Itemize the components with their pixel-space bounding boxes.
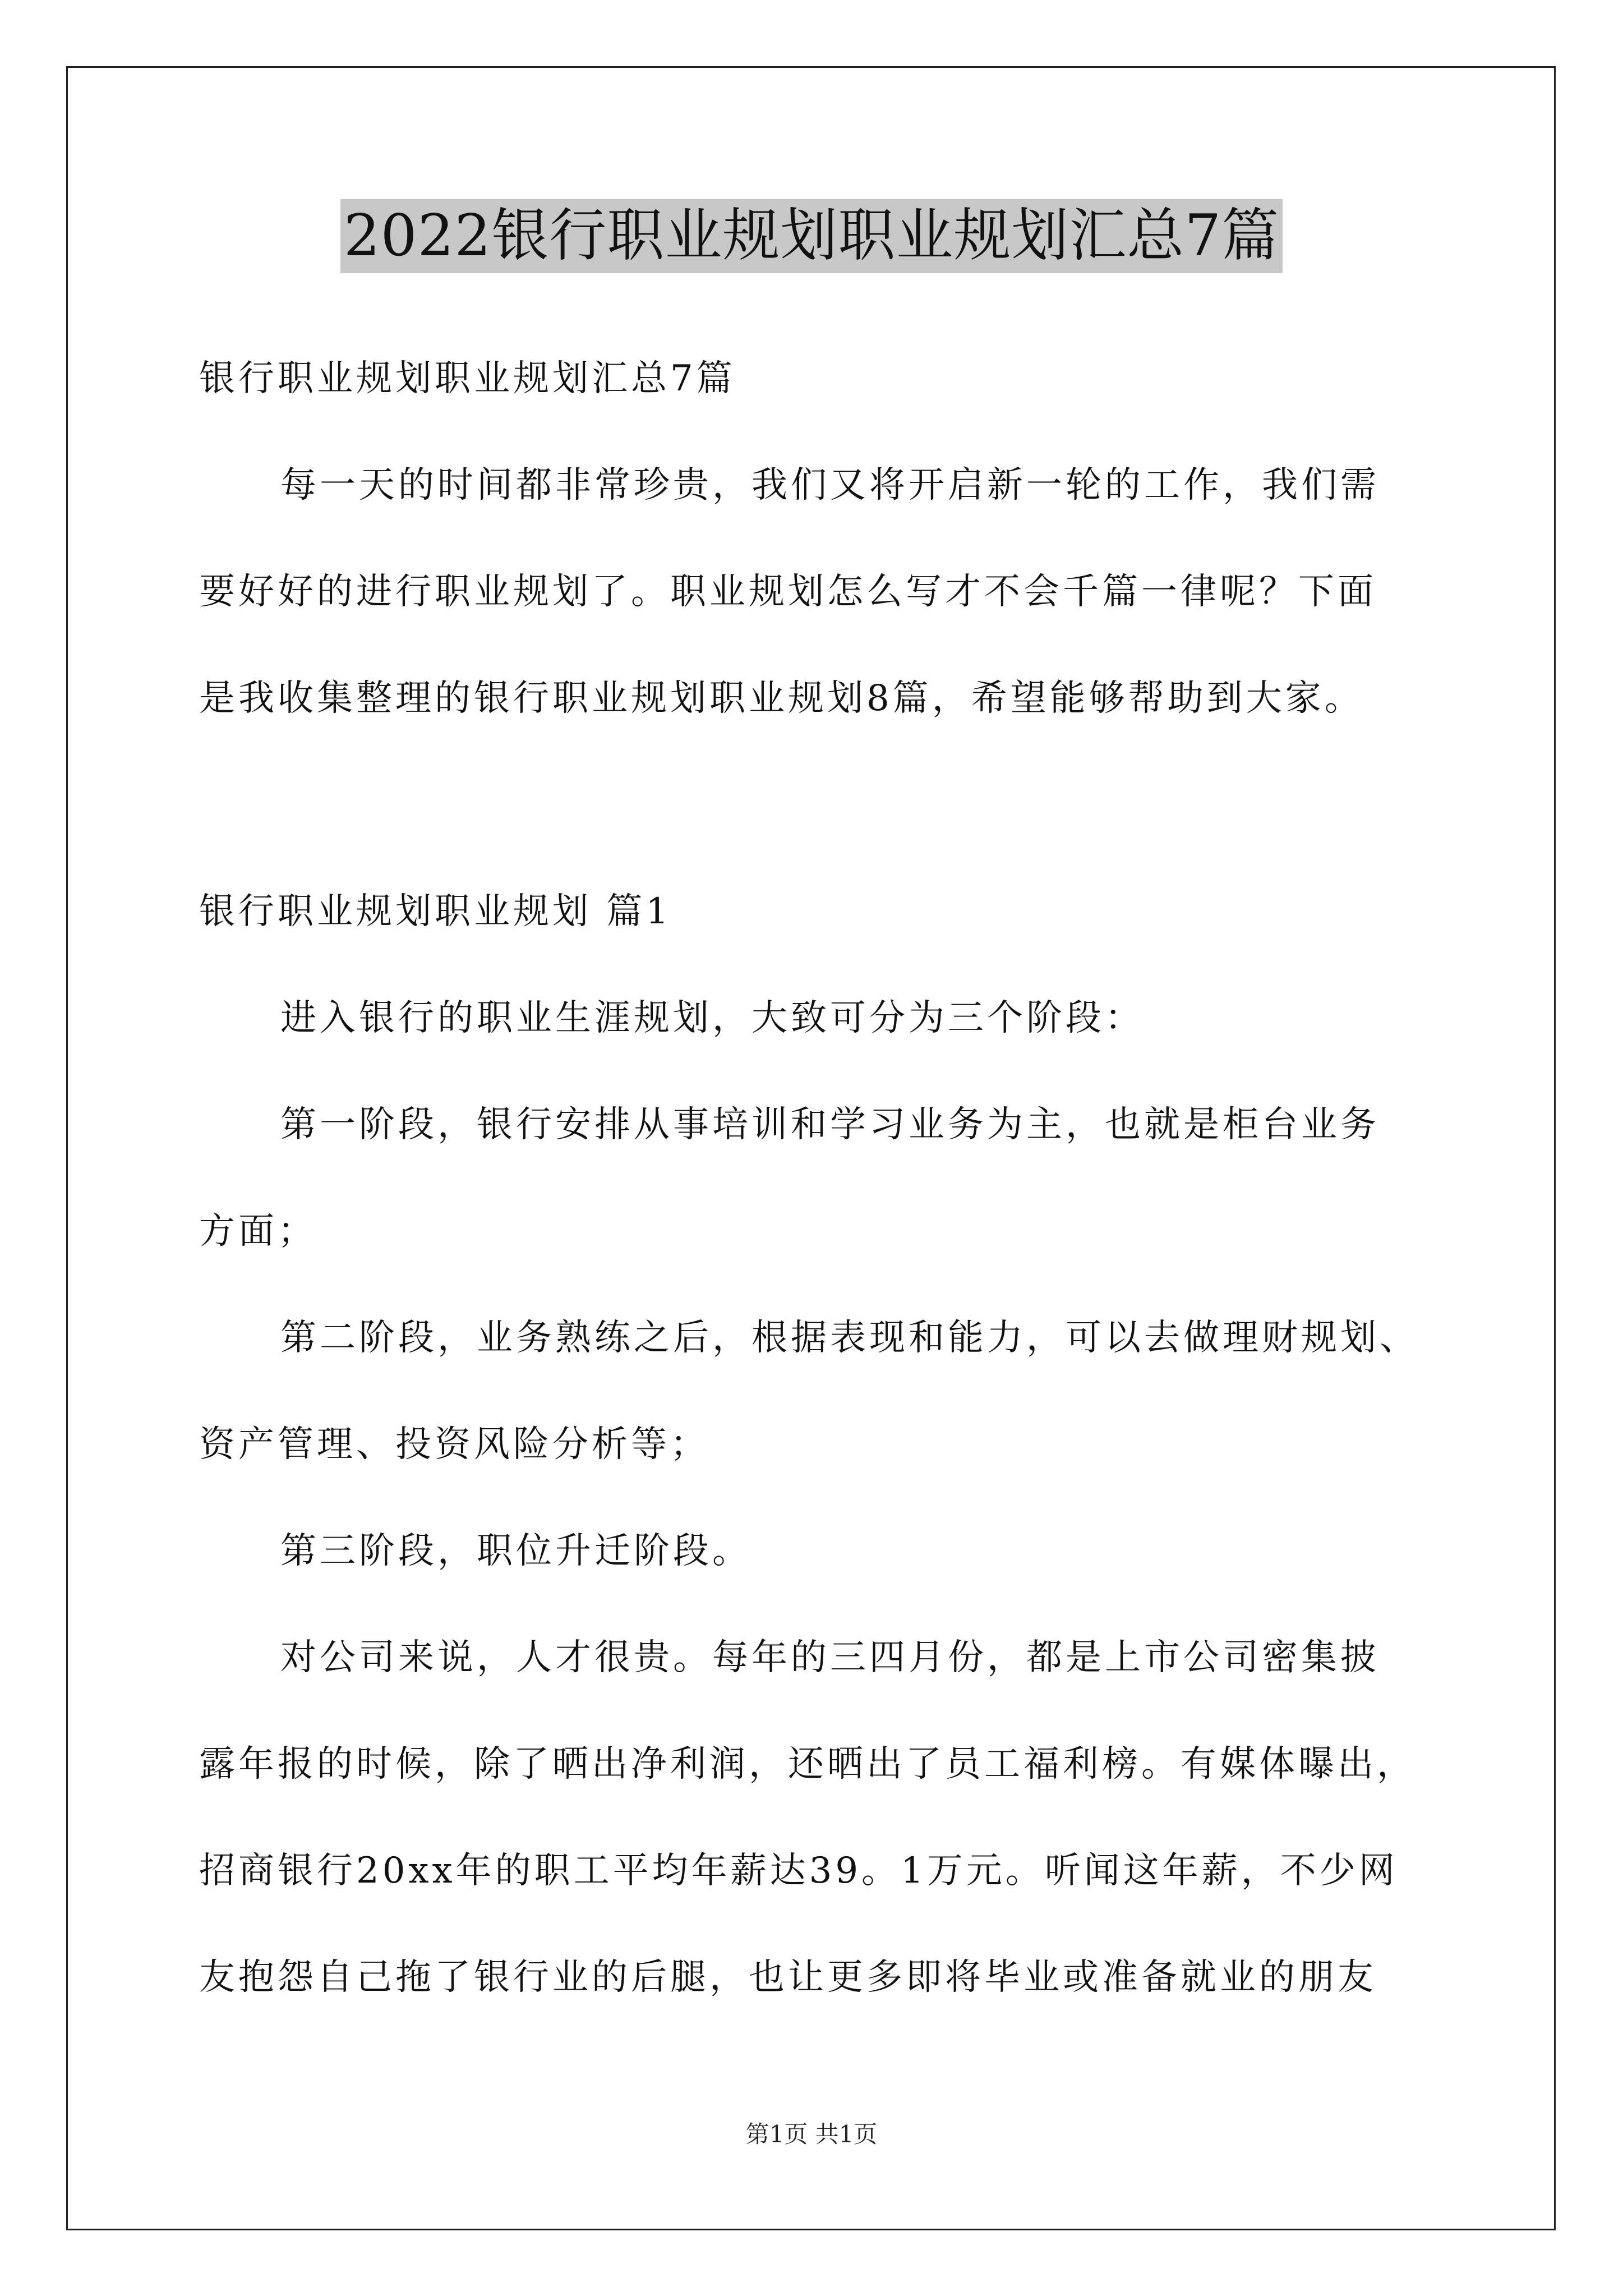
document-title: 2022银行职业规划职业规划汇总7篇 — [340, 199, 1283, 273]
document-subtitle: 银行职业规划职业规划汇总7篇 — [199, 358, 736, 399]
page-number: 第1页 共1页 — [745, 2120, 878, 2148]
paragraph-line: 第二阶段，业务熟练之后，根据表现和能力，可以去做理财规划、 — [280, 1317, 1419, 1359]
paragraph-line: 招商银行20xx年的职工平均年薪达39。1万元。听闻这年薪，不少网 — [199, 1850, 1398, 1892]
page-footer — [0, 2118, 1623, 2151]
paragraph-line: 对公司来说，人才很贵。每年的三四月份，都是上市公司密集披 — [280, 1637, 1380, 1678]
intro-line: 每一天的时间都非常珍贵，我们又将开启新一轮的工作，我们需 — [280, 464, 1380, 506]
intro-line: 要好好的进行职业规划了。职业规划怎么写才不会千篇一律呢？下面 — [199, 571, 1377, 613]
paragraph-line: 资产管理、投资风险分析等； — [199, 1424, 709, 1465]
paragraph-line: 第三阶段，职位升迁阶段。 — [280, 1530, 751, 1572]
paragraph-line: 露年报的时候，除了晒出净利润，还晒出了员工福利榜。有媒体曝出， — [199, 1743, 1416, 1785]
title-container — [0, 199, 1623, 273]
intro-line: 是我收集整理的银行职业规划职业规划8篇，希望能够帮助到大家。 — [199, 678, 1364, 719]
paragraph-line: 方面； — [199, 1211, 317, 1252]
section-heading: 银行职业规划职业规划 篇1 — [199, 891, 672, 932]
paragraph-line: 进入银行的职业生涯规划，大致可分为三个阶段： — [280, 997, 1144, 1039]
paragraph-line: 友抱怨自己拖了银行业的后腿，也让更多即将毕业或准备就业的朋友 — [199, 1957, 1377, 1998]
paragraph-line: 第一阶段，银行安排从事培训和学习业务为主，也就是柜台业务 — [280, 1104, 1380, 1145]
